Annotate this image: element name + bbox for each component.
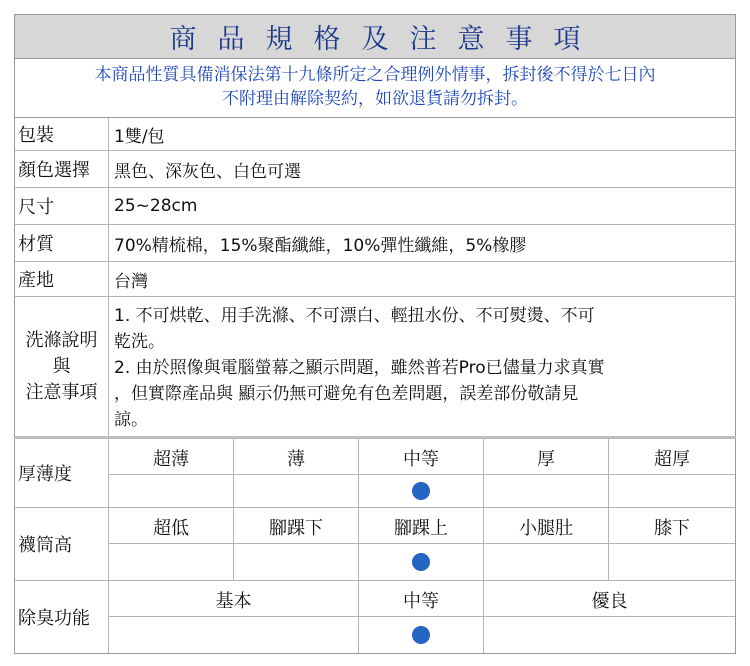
deodorant-option: 基本 [109, 581, 359, 616]
care-label-line: 注意事項 [25, 381, 98, 403]
spec-value: 1雙/包 [114, 126, 165, 147]
selected-dot-icon [412, 482, 430, 500]
deodorant-option: 優良 [591, 591, 628, 612]
spec-row-origin [14, 262, 736, 297]
spec-label: 尺寸 [15, 188, 109, 224]
care-label-line: 洗滌說明 [25, 329, 98, 351]
notice-line-2: 不附理由解除契約，如欲退貨請勿拆封。 [222, 89, 528, 109]
care-line: 1. 不可烘乾、用手洗滌、不可漂白、輕扭水份、不可熨燙、不可 [114, 306, 595, 326]
spec-row-size [14, 188, 736, 225]
sock-height-option: 膝下 [654, 518, 690, 539]
selected-dot-icon [412, 553, 430, 571]
deodorant-slot [109, 617, 359, 653]
sock-height-slot [359, 544, 484, 580]
spec-value: 台灣 [114, 271, 148, 292]
sock-height-label: 襪筒高 [15, 508, 109, 580]
sock-height-option: 腳踝下 [234, 508, 359, 543]
spec-label: 顏色選擇 [15, 151, 109, 187]
deodorant-scale [14, 581, 736, 654]
care-row [14, 297, 736, 436]
selected-dot-icon [412, 626, 430, 644]
thickness-option: 薄 [234, 439, 359, 474]
thickness-option: 超厚 [654, 449, 690, 470]
thickness-option: 超薄 [109, 439, 234, 474]
care-line: 乾洗。 [114, 332, 165, 352]
sock-height-slot [234, 544, 359, 580]
thickness-slot [234, 475, 359, 507]
care-line: 2. 由於照像與電腦螢幕之顯示問題，雖然普若Pro已儘量力求真實 [114, 358, 605, 378]
care-line: 諒。 [114, 410, 148, 430]
sock-height-slot [484, 544, 609, 580]
thickness-slot [609, 475, 735, 507]
spec-label: 材質 [15, 225, 109, 261]
spec-row-material [14, 225, 736, 262]
spec-value: 70%精梳棉，15%聚酯纖維，10%彈性纖維，5%橡膠 [114, 235, 527, 256]
sock-height-option: 超低 [109, 508, 234, 543]
page-title: 商品規格及注意事項 [169, 24, 602, 55]
sock-height-scale [14, 508, 736, 581]
spec-row-package [14, 118, 736, 151]
thickness-label: 厚薄度 [15, 439, 109, 507]
sock-height-slot [609, 544, 735, 580]
deodorant-slot [359, 617, 484, 653]
sock-height-option: 腳踝上 [359, 508, 484, 543]
thickness-slot [109, 475, 234, 507]
thickness-slot [359, 475, 484, 507]
sock-height-option: 小腿肚 [484, 508, 609, 543]
deodorant-slot [484, 617, 735, 653]
spec-value: 25~28cm [114, 196, 198, 216]
deodorant-option: 中等 [359, 581, 484, 616]
title-bar [14, 14, 736, 59]
thickness-option: 中等 [359, 439, 484, 474]
spec-label: 產地 [15, 262, 109, 296]
thickness-option: 厚 [484, 439, 609, 474]
spec-row-color [14, 151, 736, 188]
spec-label: 包裝 [15, 118, 109, 150]
return-notice [14, 59, 736, 118]
thickness-slot [484, 475, 609, 507]
deodorant-label: 除臭功能 [15, 581, 109, 653]
care-line: ，但實際產品與 顯示仍無可避免有色差問題，誤差部份敬請見 [114, 384, 579, 404]
care-label-line: 與 [52, 355, 71, 377]
thickness-scale [14, 439, 736, 508]
spec-value: 黑色、深灰色、白色可選 [114, 161, 301, 182]
care-label [15, 297, 109, 436]
sock-height-slot [109, 544, 234, 580]
care-instructions [109, 297, 735, 436]
notice-line-1: 本商品性質具備消保法第十九條所定之合理例外情事，拆封後不得於七日內 [94, 65, 656, 85]
